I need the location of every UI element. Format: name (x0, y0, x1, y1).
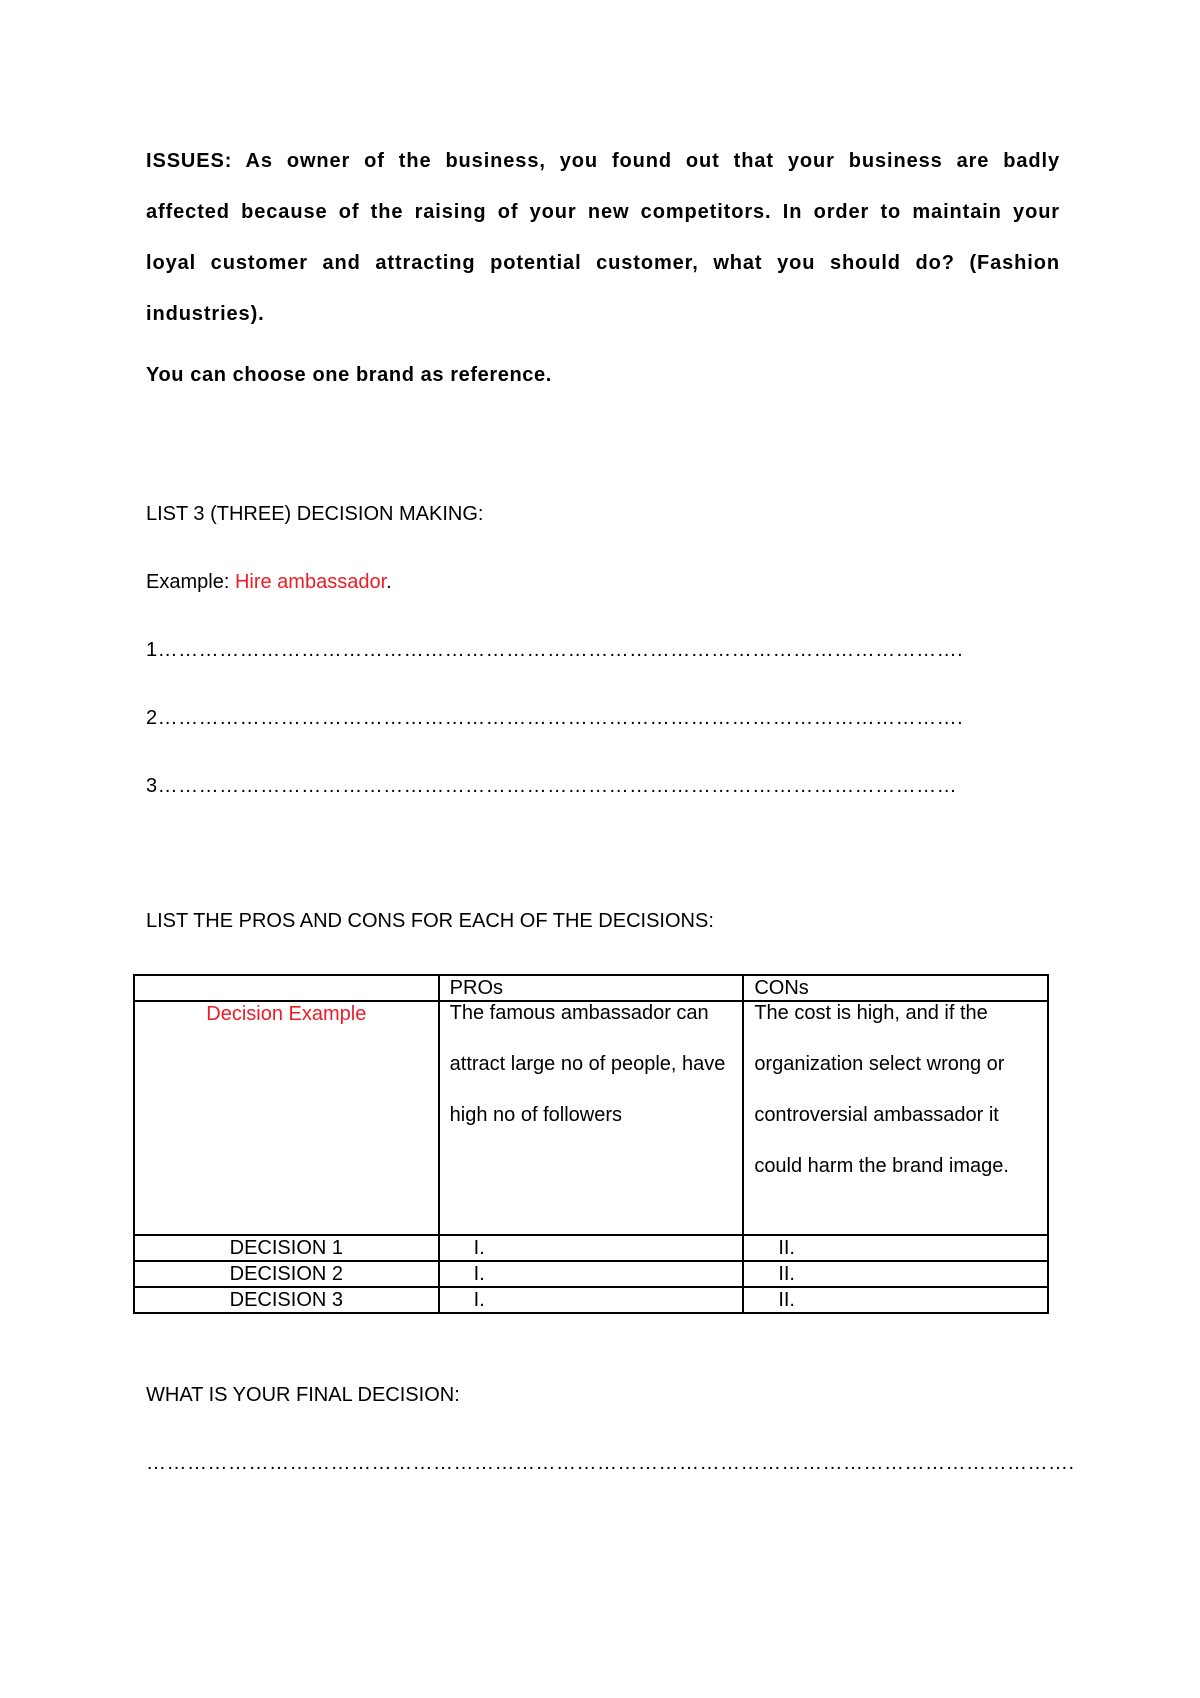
decision-list-heading: LIST 3 (THREE) DECISION MAKING: (146, 503, 484, 525)
decision-line-1: 1………………………………………………………………………………………………………. (146, 639, 964, 661)
decision-3-label: DECISION 3 (134, 1287, 439, 1313)
example-value: Hire ambassador (234, 571, 387, 593)
decision-1-pros[interactable]: I. (439, 1235, 744, 1261)
table-row (134, 1287, 1048, 1313)
decision-line-2: 2………………………………………………………………………………………………………. (146, 707, 964, 729)
decision-3-pros[interactable]: I. (439, 1287, 744, 1313)
example-label-cell: Decision Example (134, 1001, 439, 1235)
reference-note: You can choose one brand as reference. (146, 364, 552, 386)
table-row (134, 1261, 1048, 1287)
table-row-example (134, 1001, 1048, 1235)
example-pros-cell (439, 1001, 744, 1235)
final-decision-heading: WHAT IS YOUR FINAL DECISION: (146, 1384, 460, 1406)
decision-3-cons[interactable]: II. (743, 1287, 1048, 1313)
example-prefix: Example: (146, 571, 235, 593)
example-line (146, 571, 392, 594)
decision-2-pros[interactable]: I. (439, 1261, 744, 1287)
decision-1-label: DECISION 1 (134, 1235, 439, 1261)
decision-2-cons[interactable]: II. (743, 1261, 1048, 1287)
decision-1-cons[interactable]: II. (743, 1235, 1048, 1261)
example-suffix: . (386, 571, 392, 593)
decision-line-3: 3……………………………………………………………………………………………………… (146, 775, 958, 797)
table-row (134, 1235, 1048, 1261)
header-cell-pros: PROs (439, 975, 744, 1001)
decision-2-label: DECISION 2 (134, 1261, 439, 1287)
example-cons-cell (743, 1001, 1048, 1235)
pros-cons-table (133, 974, 1049, 1314)
header-cell-empty (134, 975, 439, 1001)
header-cell-cons: CONs (743, 975, 1048, 1001)
issues-paragraph: ISSUES: As owner of the business, you found out that your business are badly affected because of the raising of your new competitors. In order to maintain your loyal customer and attracting potential customer, what you should do? (Fashion industries). (146, 150, 1060, 325)
example-pros-text: The famous ambassador can attract large no of people, have high no of followers (449, 1002, 726, 1126)
example-cons-text: The cost is high, and if the organization select wrong or controversial ambassador it could harm the brand image. (754, 1002, 1009, 1177)
final-decision-line[interactable]: ………………………………………………………………………………………………………………………. (146, 1452, 1075, 1474)
pros-cons-heading: LIST THE PROS AND CONS FOR EACH OF THE DECISIONS: (146, 910, 714, 932)
